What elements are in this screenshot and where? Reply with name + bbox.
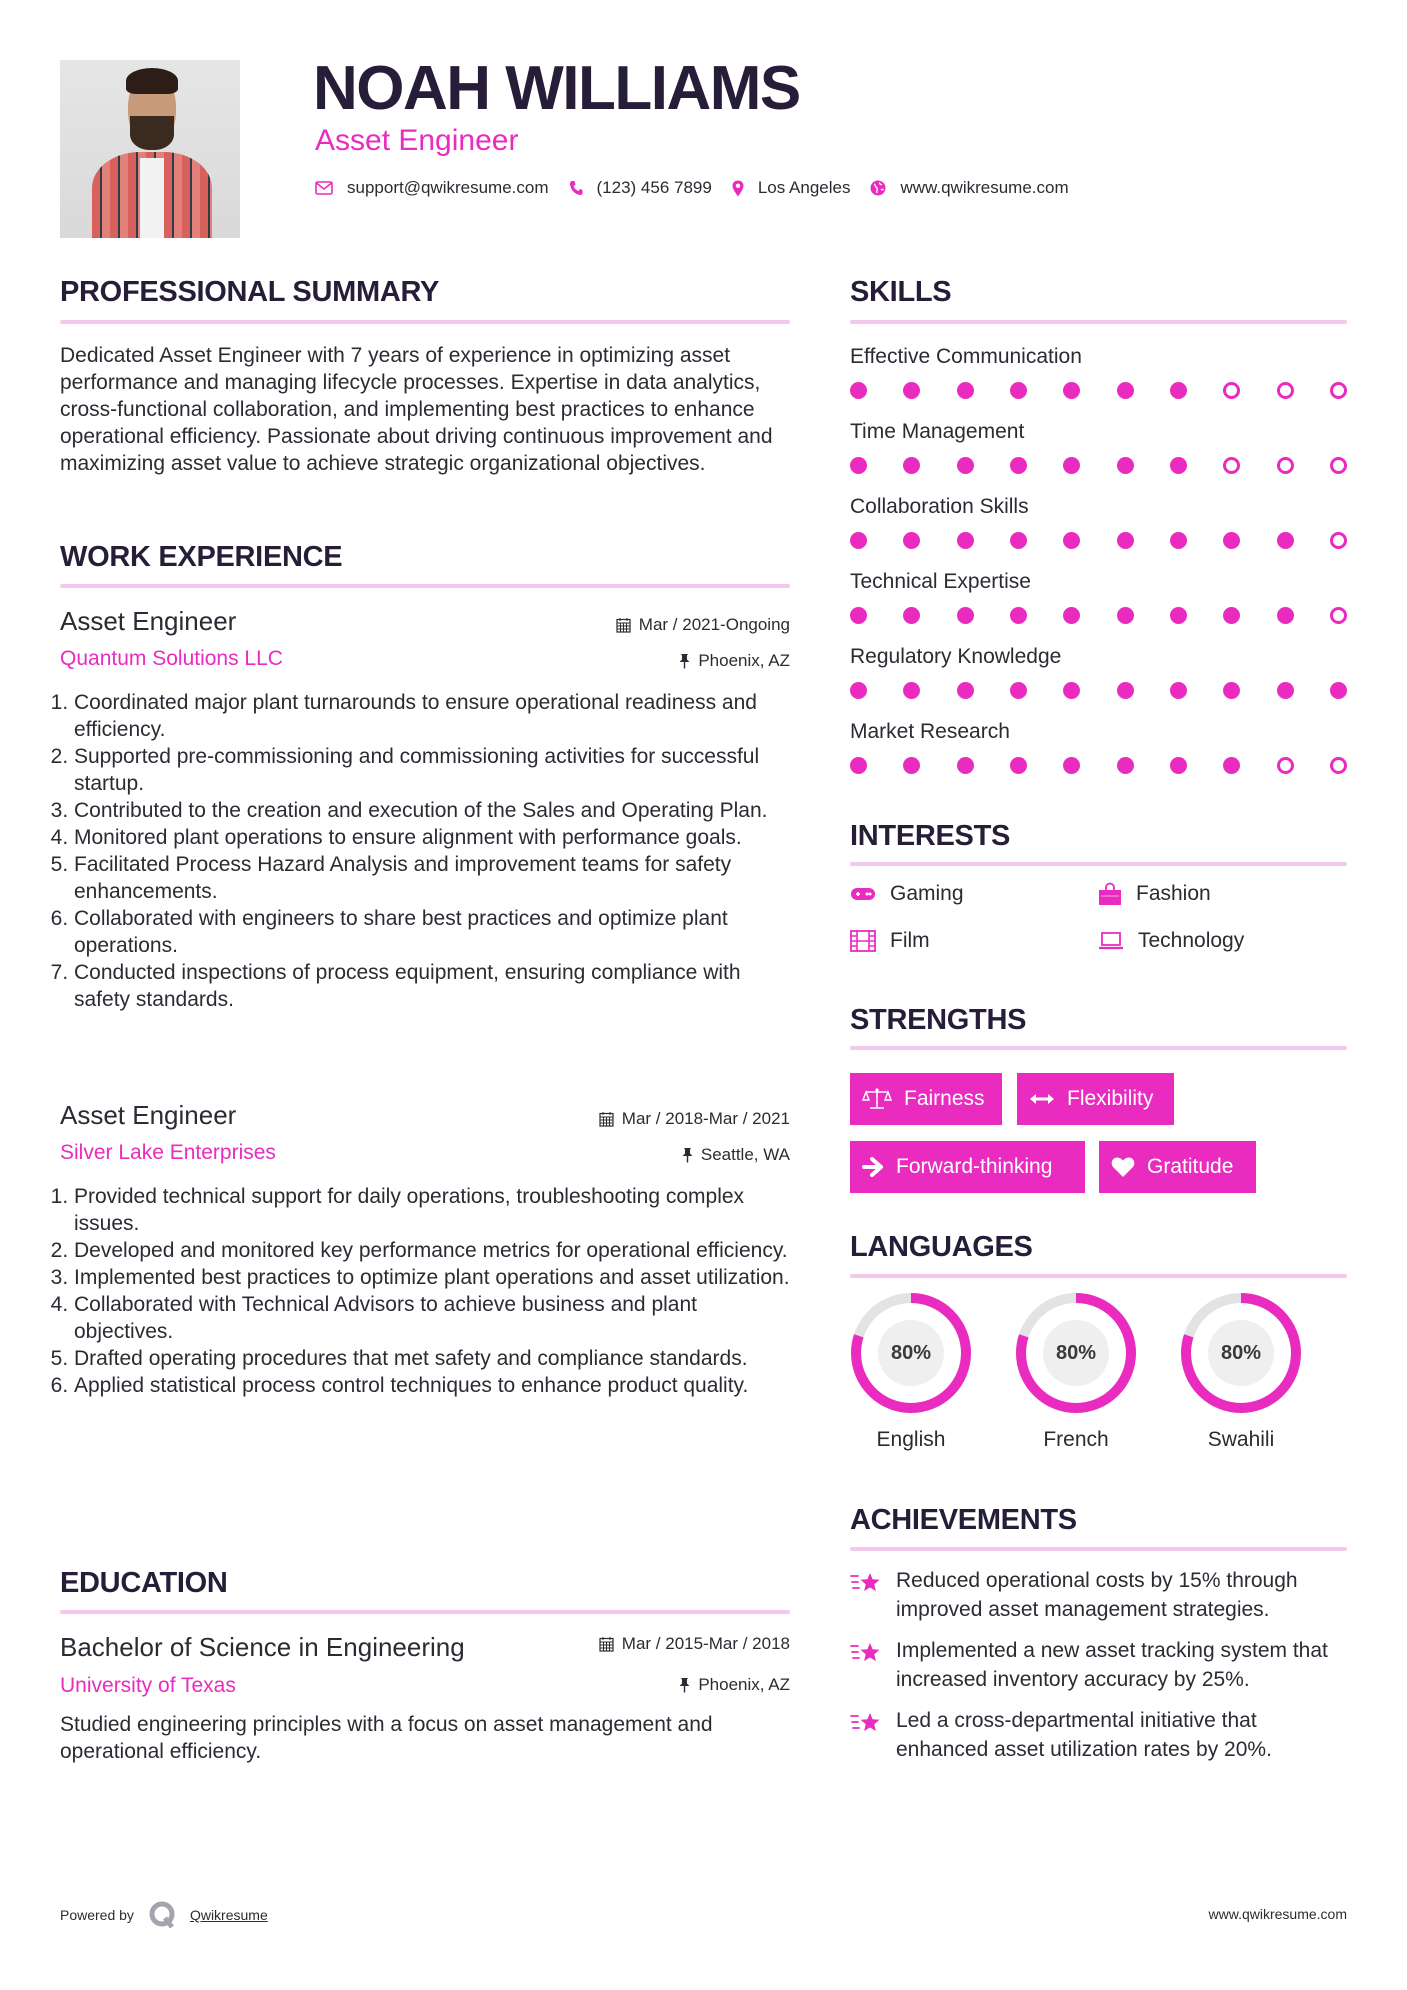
language-item	[1180, 1292, 1302, 1452]
rating-dot-filled	[850, 757, 867, 774]
rating-dot-empty	[1223, 457, 1240, 474]
rating-dot-empty	[1223, 382, 1240, 399]
rating-dot-filled	[1010, 457, 1027, 474]
education-dates-text: Mar / 2015-Mar / 2018	[621, 1634, 790, 1653]
rating-dot-filled	[1223, 757, 1240, 774]
rating-dot-filled	[850, 532, 867, 549]
section-divider	[850, 862, 1347, 866]
achievement-text: Implemented a new asset tracking system that increased inventory accuracy by 25%.	[896, 1639, 1328, 1691]
rating-dot-filled	[1170, 607, 1187, 624]
interest-label: Gaming	[890, 882, 964, 905]
rating-dot-filled	[1010, 757, 1027, 774]
rating-dot-filled	[1223, 607, 1240, 624]
strength-label: Forward-thinking	[896, 1155, 1053, 1178]
job-location	[682, 1145, 790, 1165]
language-progress-ring	[1180, 1292, 1302, 1414]
rating-dot-empty	[1277, 457, 1294, 474]
section-divider	[850, 1274, 1347, 1278]
skill-item	[850, 417, 1347, 474]
rating-dot-empty	[1330, 757, 1347, 774]
section-title-interests: INTERESTS	[850, 820, 1011, 852]
job-title: Asset Engineer	[60, 606, 237, 636]
map-pin-icon	[732, 180, 744, 197]
rating-dot-filled	[850, 382, 867, 399]
section-title-experience: WORK EXPERIENCE	[60, 541, 343, 573]
achievement-item	[850, 1566, 1347, 1624]
job-bullet: 1. Provided technical support for daily operations, troubleshooting complex issues.	[74, 1183, 796, 1237]
interest-item	[850, 882, 964, 906]
shooting-star-icon	[850, 1710, 882, 1738]
footer-website[interactable]: www.qwikresume.com	[1208, 1906, 1347, 1922]
rating-dot-filled	[903, 607, 920, 624]
rating-dot-filled	[1063, 457, 1080, 474]
rating-dot-filled	[957, 457, 974, 474]
phone-icon	[569, 180, 583, 196]
shopping-bag-icon	[1098, 882, 1122, 906]
skill-name: Time Management	[850, 420, 1025, 443]
education-degree: Bachelor of Science in Engineering	[60, 1632, 465, 1662]
section-title-languages: LANGUAGES	[850, 1231, 1033, 1263]
shooting-star-icon	[850, 1640, 882, 1668]
job-location-text: Phoenix, AZ	[698, 651, 790, 670]
education-location-text: Phoenix, AZ	[698, 1675, 790, 1694]
contact-bar	[315, 178, 1089, 198]
profile-photo	[60, 60, 240, 238]
education-dates	[599, 1634, 790, 1654]
section-divider	[850, 1547, 1347, 1551]
rating-dot-filled	[903, 682, 920, 699]
globe-icon	[870, 180, 886, 196]
strength-label: Fairness	[904, 1087, 985, 1110]
achievement-item	[850, 1706, 1347, 1764]
language-percent: 80%	[1043, 1320, 1109, 1386]
language-item	[1015, 1292, 1137, 1452]
skill-rating	[850, 682, 1347, 699]
interest-label: Film	[890, 929, 930, 952]
job-bullet: 1. Coordinated major plant turnarounds to ensure operational readiness and efficiency.	[74, 689, 796, 743]
rating-dot-filled	[1010, 382, 1027, 399]
rating-dot-filled	[1170, 457, 1187, 474]
language-name: Swahili	[1207, 1428, 1275, 1451]
language-item	[850, 1292, 972, 1452]
arrow-right-icon	[862, 1157, 884, 1177]
interest-label: Fashion	[1136, 882, 1211, 905]
contact-email-text: support@qwikresume.com	[347, 178, 549, 197]
language-progress-ring	[1015, 1292, 1137, 1414]
job-bullet: 2. Developed and monitored key performance metrics for operational efficiency.	[74, 1237, 796, 1264]
skill-rating	[850, 382, 1347, 399]
rating-dot-filled	[1170, 382, 1187, 399]
section-title-strengths: STRENGTHS	[850, 1004, 1027, 1036]
job-bullet: 3. Implemented best practices to optimize plant operations and asset utilization.	[74, 1264, 796, 1291]
balance-scale-icon	[862, 1087, 892, 1111]
interest-label: Technology	[1138, 929, 1245, 952]
section-divider	[60, 1610, 790, 1614]
envelope-icon	[315, 181, 333, 195]
skill-name: Market Research	[850, 720, 1010, 743]
rating-dot-filled	[1223, 532, 1240, 549]
contact-location	[732, 178, 851, 198]
powered-by-label: Powered by	[60, 1907, 134, 1923]
language-name: English	[876, 1428, 946, 1451]
skill-name: Effective Communication	[850, 345, 1082, 368]
skill-name: Regulatory Knowledge	[850, 645, 1062, 668]
qwikresume-link[interactable]: Qwikresume	[189, 1907, 268, 1923]
job-dates	[599, 1109, 790, 1129]
rating-dot-filled	[850, 682, 867, 699]
job-title: Asset Engineer	[60, 1100, 237, 1130]
rating-dot-empty	[1330, 607, 1347, 624]
section-divider	[850, 1046, 1347, 1050]
skill-name: Collaboration Skills	[850, 495, 1029, 518]
job-location-text: Seattle, WA	[700, 1145, 790, 1164]
job-dates-text: Mar / 2018-Mar / 2021	[621, 1109, 790, 1128]
rating-dot-filled	[1063, 532, 1080, 549]
achievement-text: Led a cross-departmental initiative that enhanced asset utilization rates by 20%.	[896, 1709, 1272, 1761]
rating-dot-filled	[1117, 607, 1134, 624]
rating-dot-filled	[903, 757, 920, 774]
rating-dot-filled	[1063, 682, 1080, 699]
skill-rating	[850, 457, 1347, 474]
rating-dot-filled	[1010, 532, 1027, 549]
laptop-icon	[1098, 931, 1124, 951]
rating-dot-filled	[850, 457, 867, 474]
section-title-summary: PROFESSIONAL SUMMARY	[60, 276, 440, 308]
language-percent: 80%	[1208, 1320, 1274, 1386]
job-bullet: 6. Applied statistical process control techniques to enhance product quality.	[74, 1372, 796, 1399]
footer-powered-by	[60, 1900, 268, 1930]
job-company: Silver Lake Enterprises	[60, 1141, 276, 1164]
strength-chip	[850, 1073, 1002, 1125]
achievement-text: Reduced operational costs by 15% through improved asset management strategies.	[896, 1569, 1298, 1621]
section-divider	[60, 584, 790, 588]
rating-dot-filled	[1170, 532, 1187, 549]
rating-dot-filled	[957, 682, 974, 699]
candidate-role: Asset Engineer	[315, 124, 519, 157]
skill-name: Technical Expertise	[850, 570, 1031, 593]
skill-rating	[850, 607, 1347, 624]
education-school: University of Texas	[60, 1674, 236, 1697]
arrows-horizontal-icon	[1029, 1092, 1055, 1106]
section-divider	[60, 320, 790, 324]
job-company: Quantum Solutions LLC	[60, 647, 283, 670]
job-bullet: 3. Contributed to the creation and execution of the Sales and Operating Plan.	[74, 797, 796, 824]
rating-dot-filled	[903, 457, 920, 474]
job-bullets	[56, 689, 796, 1013]
education-location	[679, 1675, 790, 1695]
skill-rating	[850, 532, 1347, 549]
section-divider	[850, 320, 1347, 324]
rating-dot-filled	[1063, 757, 1080, 774]
rating-dot-empty	[1330, 457, 1347, 474]
strength-label: Flexibility	[1067, 1087, 1154, 1110]
rating-dot-filled	[1117, 682, 1134, 699]
section-title-achievements: ACHIEVEMENTS	[850, 1504, 1077, 1536]
skill-item	[850, 492, 1347, 549]
calendar-icon	[599, 1111, 614, 1127]
rating-dot-filled	[1330, 682, 1347, 699]
pushpin-icon	[682, 1147, 693, 1163]
job-dates	[616, 615, 790, 635]
contact-phone-text: (123) 456 7899	[596, 178, 712, 197]
strength-chip	[850, 1141, 1085, 1193]
summary-text: Dedicated Asset Engineer with 7 years of experience in optimizing asset performance and managing lifecycle processes. Expertise in data analytics, cross-functional collaboration, and implementing best practices to enhance operational efficiency. Passionate about driving continuous improvement and maximizing asset value to achieve strategic organizational objectives.	[60, 344, 773, 475]
gamepad-icon	[850, 886, 876, 902]
rating-dot-empty	[1277, 757, 1294, 774]
rating-dot-filled	[1010, 682, 1027, 699]
rating-dot-filled	[1063, 607, 1080, 624]
heart-icon	[1111, 1156, 1135, 1178]
contact-phone[interactable]	[569, 178, 712, 198]
rating-dot-filled	[1117, 382, 1134, 399]
education-description: Studied engineering principles with a focus on asset management and operational efficiency.	[60, 1713, 713, 1763]
rating-dot-filled	[1277, 682, 1294, 699]
rating-dot-empty	[1277, 382, 1294, 399]
language-percent: 80%	[878, 1320, 944, 1386]
shooting-star-icon	[850, 1570, 882, 1598]
job-bullet: 4. Collaborated with Technical Advisors to achieve business and plant objectives.	[74, 1291, 796, 1345]
rating-dot-filled	[1117, 757, 1134, 774]
job-bullet: 7. Conducted inspections of process equipment, ensuring compliance with safety standards.	[74, 959, 796, 1013]
rating-dot-filled	[903, 382, 920, 399]
interest-item	[850, 929, 930, 953]
calendar-icon	[616, 617, 631, 633]
skill-item	[850, 642, 1347, 699]
skill-item	[850, 567, 1347, 624]
rating-dot-filled	[850, 607, 867, 624]
rating-dot-filled	[1170, 682, 1187, 699]
job-bullet: 5. Drafted operating procedures that met safety and compliance standards.	[74, 1345, 796, 1372]
rating-dot-filled	[1010, 607, 1027, 624]
rating-dot-filled	[1170, 757, 1187, 774]
job-bullet: 4. Monitored plant operations to ensure alignment with performance goals.	[74, 824, 796, 851]
contact-email[interactable]	[315, 178, 549, 198]
rating-dot-empty	[1330, 382, 1347, 399]
interest-item	[1098, 929, 1244, 953]
section-title-education: EDUCATION	[60, 1567, 228, 1599]
language-progress-ring	[850, 1292, 972, 1414]
job-bullet: 5. Facilitated Process Hazard Analysis and improvement teams for safety enhancements.	[74, 851, 796, 905]
job-bullet: 6. Collaborated with engineers to share best practices and optimize plant operations.	[74, 905, 796, 959]
skill-item	[850, 342, 1347, 399]
rating-dot-filled	[1117, 457, 1134, 474]
candidate-name: NOAH WILLIAMS	[313, 54, 800, 123]
qwikresume-logo-icon	[148, 1900, 178, 1930]
rating-dot-filled	[957, 757, 974, 774]
contact-website-text: www.qwikresume.com	[900, 178, 1069, 197]
rating-dot-filled	[1277, 607, 1294, 624]
rating-dot-filled	[957, 607, 974, 624]
job-bullet: 2. Supported pre-commissioning and commissioning activities for successful startup.	[74, 743, 796, 797]
rating-dot-filled	[903, 532, 920, 549]
job-bullets	[56, 1183, 796, 1399]
achievement-item	[850, 1636, 1347, 1694]
strength-chip	[1017, 1073, 1174, 1125]
calendar-icon	[599, 1636, 614, 1652]
strength-label: Gratitude	[1147, 1155, 1234, 1178]
contact-location-text: Los Angeles	[757, 178, 851, 197]
job-dates-text: Mar / 2021-Ongoing	[638, 615, 790, 634]
skill-item	[850, 717, 1347, 774]
contact-website[interactable]	[870, 178, 1068, 198]
rating-dot-filled	[957, 532, 974, 549]
strength-chip	[1099, 1141, 1256, 1193]
section-title-skills: SKILLS	[850, 276, 952, 308]
skill-rating	[850, 757, 1347, 774]
rating-dot-filled	[1063, 382, 1080, 399]
rating-dot-filled	[957, 382, 974, 399]
film-icon	[850, 930, 876, 952]
job-location	[679, 651, 790, 671]
interest-item	[1098, 882, 1211, 906]
pushpin-icon	[679, 653, 690, 669]
language-name: French	[1043, 1428, 1109, 1451]
rating-dot-empty	[1330, 532, 1347, 549]
rating-dot-filled	[1223, 682, 1240, 699]
rating-dot-filled	[1277, 532, 1294, 549]
pushpin-icon	[679, 1677, 690, 1693]
rating-dot-filled	[1117, 532, 1134, 549]
